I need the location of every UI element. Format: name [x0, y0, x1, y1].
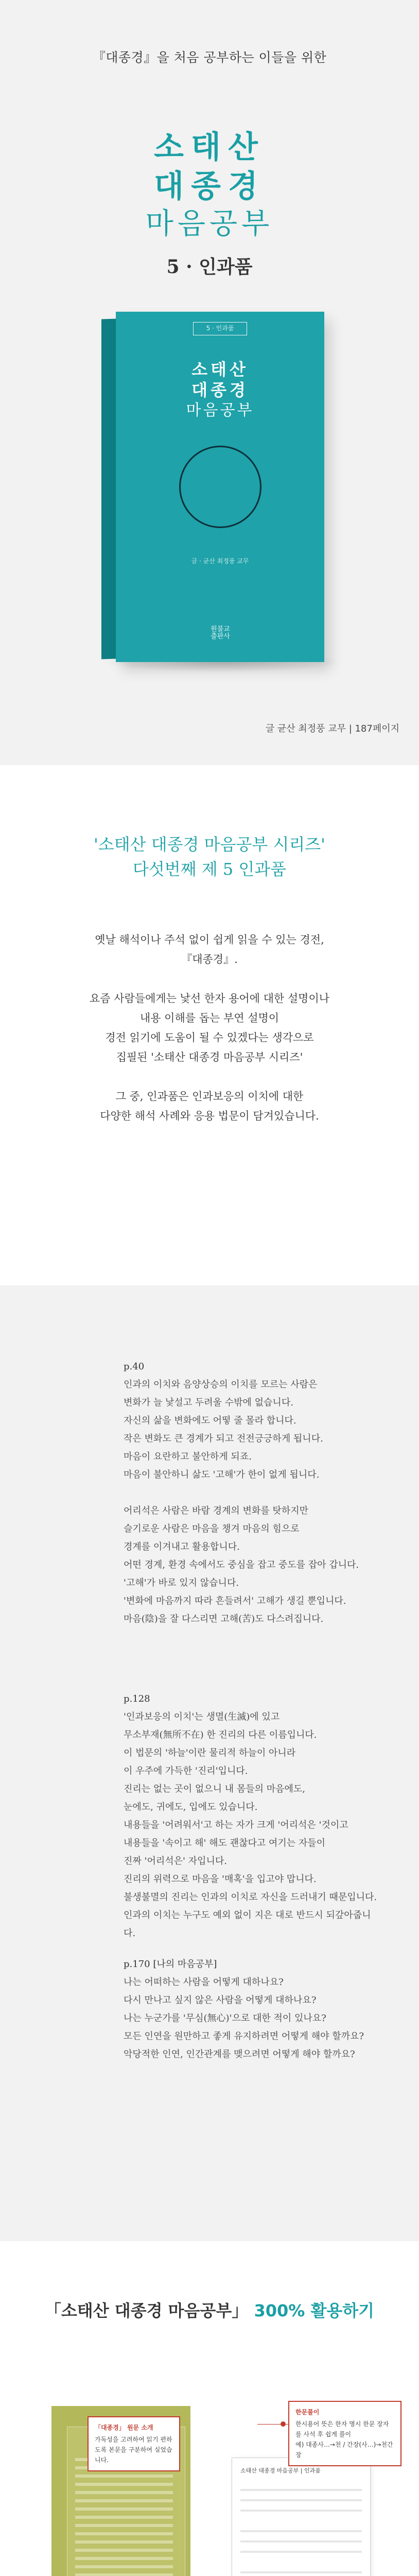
series-para-3 [0, 1087, 419, 1126]
callout-body: 한시용어 뜻은 한자 명시 한문 장자를 사석 후 쉽게 풀이 [295, 2420, 389, 2438]
excerpt-block [124, 1955, 381, 2081]
excerpt-line: 슬기로운 사람은 마음을 챙겨 마음의 힘으로 [124, 1523, 300, 1534]
excerpt-line: 인과의 이치는 누구도 예외 없이 지은 대로 반드시 되갚아줍니다. [124, 1910, 371, 1939]
hero-intro: 『대종경』을 처음 공부하는 이들을 위한 [92, 50, 327, 65]
book-publisher-logo [202, 626, 238, 640]
hero-title-line2: 대종경 [154, 168, 265, 205]
text-line [240, 2571, 362, 2573]
book-title-line2: 대종경 [191, 380, 249, 400]
excerpt-line: 변화가 늘 낯설고 두려울 수밖에 없습니다. [124, 1397, 293, 1408]
excerpt-line: 진리의 위력으로 마음을 '매혹'을 입고야 맙니다. [124, 1874, 317, 1885]
series-line: 옛날 해석이나 주석 없이 쉽게 읽을 수 있는 경전, [95, 934, 324, 946]
excerpt-line: 진리는 없는 곳이 없으니 내 몸들의 마음에도, [124, 1784, 306, 1794]
excerpt-line: 마음(陰)을 잘 다스리면 고해(苦)도 다스려집니다. [124, 1614, 324, 1624]
hero-title-line3: 마음공부 [145, 207, 274, 241]
callout-original-text [88, 2416, 180, 2471]
series-headline-line2: 다섯번째 제 5 인과품 [132, 859, 287, 879]
series-headline-line1: '소태산 대종경 마음공부 시리즈' [94, 835, 325, 854]
series-line: 경전 읽기에 도움이 될 수 있겠다는 생각으로 [105, 1031, 314, 1044]
excerpt-page-number: p.40 [124, 1361, 145, 1372]
book-badge: 5 · 인과품 [193, 322, 247, 335]
hero-title [0, 129, 419, 242]
excerpt-line: 마음이 요란하고 불안하게 되죠. [124, 1451, 252, 1462]
book-circle-emblem [179, 446, 261, 528]
excerpt-page-number: p.128 [124, 1693, 150, 1704]
text-line [240, 2530, 362, 2532]
excerpt-line: 어떤 경계, 환경 속에서도 중심을 잡고 중도를 잡아 갑니다. [124, 1560, 359, 1570]
sample-text-lines [75, 2458, 173, 2576]
excerpt-line: 악당적한 인연, 인간관계를 맺으려면 어떻게 해야 할까요? [124, 2049, 355, 2060]
hero-title-line1: 소태산 [154, 129, 265, 165]
series-line: 내용 이해를 돕는 부연 설명이 [139, 1012, 280, 1024]
text-line [240, 2499, 362, 2501]
callout-hanja [288, 2401, 401, 2466]
usage-heading [0, 2298, 419, 2321]
text-line [240, 2540, 362, 2543]
text-line [240, 2551, 362, 2553]
text-line [240, 2489, 362, 2491]
book-cover [116, 312, 324, 662]
book-title-line3: 마음공부 [186, 401, 254, 419]
excerpt-line: 자신의 삶을 변화에도 어떻 줄 몰라 합니다. [124, 1415, 296, 1426]
series-line: 『대종경』. [181, 953, 238, 965]
series-para-1 [0, 930, 419, 969]
excerpts-section [0, 1285, 419, 2241]
excerpt-line: '고해'가 바로 있지 않습니다. [124, 1578, 239, 1588]
excerpt-line: 이 법문의 '하늘'이란 물리적 하늘이 아니라 [124, 1748, 296, 1758]
excerpt-block [124, 1358, 381, 1646]
excerpt-line: 무소부재(無所不在) 한 진리의 다른 이름입니다. [124, 1730, 317, 1740]
excerpt-tag: [나의 마음공부] [153, 1959, 217, 1970]
series-headline [0, 832, 419, 882]
book-cover-mockup [116, 312, 324, 662]
excerpt-line: 인과의 이치와 음양상승의 이치를 모르는 사람은 [124, 1379, 318, 1390]
excerpt-paragraph [124, 1708, 381, 1942]
excerpt-paragraph [124, 1973, 381, 2063]
book-logo-line1: 원불교 [211, 625, 230, 633]
series-line: 그 중, 인과품은 인과보응의 이치에 대한 [115, 1090, 304, 1103]
sample-page-right [232, 2458, 371, 2576]
series-description [0, 930, 419, 1145]
series-line: 집필된 '소태산 대종경 마음공부 시리즈' [116, 1051, 303, 1063]
sample-page-header: 소태산 대종경 마음공부 | 인과품 [240, 2467, 321, 2474]
excerpt-line: 내용들을 '어려워서'고 하는 자가 크게 '어리석은 '것이고 [124, 1820, 348, 1831]
usage-section [0, 2241, 419, 2576]
book-logo-line2: 출판사 [211, 633, 230, 640]
excerpt-page: p.170 [124, 1959, 150, 1970]
callout-body-extra: 예) 대종사…→천 / 간장(사…)→천간장 [295, 2441, 393, 2459]
book-author: 글 · 균산 최정풍 교무 [191, 557, 249, 565]
excerpt-line: 진짜 '어리석은' 자입니다. [124, 1856, 227, 1867]
excerpt-line: 경계를 이겨내고 활용합니다. [124, 1541, 240, 1552]
hero-credit: 글 균산 최정풍 교무 | 187페이지 [265, 723, 399, 734]
series-line: 다양한 해석 사례와 응용 법문이 담겨있습니다. [100, 1110, 319, 1122]
callout-title: 한문풀이 [295, 2409, 320, 2416]
excerpt-page-number [124, 1955, 381, 1973]
excerpt-line: '인과보응의 이치'는 생멸(生滅)에 있고 [124, 1711, 280, 1722]
book-title-line1: 소태산 [191, 360, 249, 379]
excerpt-line: 마음이 불안하니 삶도 '고해'가 한이 없게 됩니다. [124, 1469, 320, 1480]
excerpt-line: 이 우주에 가득한 '진리'입니다. [124, 1766, 248, 1776]
excerpt-line: 나는 누군가를 '무심(無心)'으로 대한 적이 있나요? [124, 2013, 326, 2024]
series-section [0, 765, 419, 1285]
book-title [116, 359, 324, 421]
excerpt-line: 다시 만나고 싶지 않은 사람을 어떻게 대하나요? [124, 1995, 317, 2006]
excerpt-line: 눈에도, 귀에도, 입에도 있습니다. [124, 1802, 258, 1812]
excerpt-block [124, 1690, 381, 1960]
excerpt-line: 모든 인연을 원만하고 좋게 유지하려면 어떻게 해야 할까요? [124, 2031, 364, 2042]
usage-heading-accent: 300% 활용하기 [254, 2301, 375, 2320]
excerpt-line: 나는 어떠하는 사람을 어떻게 대하나요? [124, 1977, 284, 1988]
callout-body: 가독성을 고려하여 읽기 편하도록 본문을 구분하여 실었습니다. [95, 2436, 172, 2464]
series-para-2 [0, 989, 419, 1067]
excerpt-line: 불생불멸의 진리는 인과의 이치로 자신을 드러내기 때문입니다. [124, 1892, 377, 1903]
excerpt-line: 어리석은 사람은 바람 경계의 변화를 탓하지만 [124, 1505, 308, 1516]
text-line [240, 2510, 362, 2512]
callout-title: 「대종경」 원문 소개 [95, 2424, 153, 2431]
excerpt-paragraph [124, 1502, 381, 1628]
excerpt-line: '변화에 마음까지 따라 흔들려서' 고해가 생길 뿐입니다. [124, 1596, 346, 1606]
usage-heading-title: 「소태산 대종경 마음공부」 [44, 2301, 249, 2320]
hero-section [0, 0, 419, 765]
excerpt-paragraph [124, 1376, 381, 1484]
hero-volume: 5 · 인과품 [166, 256, 253, 278]
excerpt-line: 내용들을 '속이고 해' 해도 괜찮다고 여기는 자들이 [124, 1838, 325, 1849]
excerpt-line: 작은 변화도 큰 경계가 되고 전전긍긍하게 됩니다. [124, 1433, 323, 1444]
series-line: 요즘 사람들에게는 낯선 한자 용어에 대한 설명이나 [89, 992, 330, 1005]
callout-leader-line [257, 2424, 288, 2425]
